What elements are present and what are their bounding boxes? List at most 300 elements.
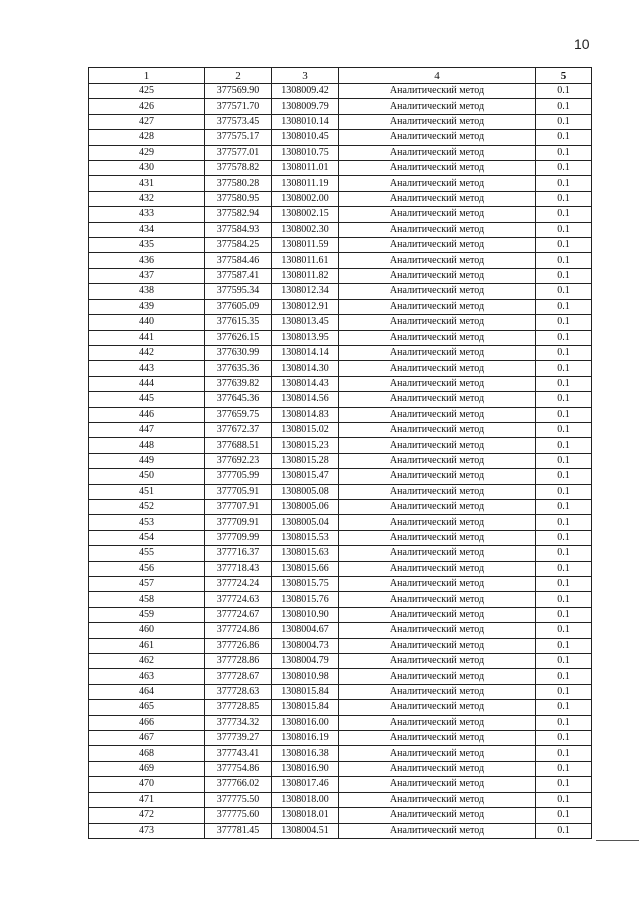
- method-cell: Аналитический метод: [339, 99, 536, 114]
- accuracy-cell: 0.1: [536, 469, 592, 484]
- accuracy-cell: 0.1: [536, 592, 592, 607]
- table-row: [89, 330, 592, 345]
- accuracy-cell: 0.1: [536, 299, 592, 314]
- method-cell: Аналитический метод: [339, 731, 536, 746]
- x-coordinate-cell: 377635.36: [205, 361, 272, 376]
- accuracy-cell: 0.1: [536, 715, 592, 730]
- point-number-cell: 434: [89, 222, 205, 237]
- page-number: 10: [574, 36, 590, 52]
- point-number-cell: 443: [89, 361, 205, 376]
- table-row: [89, 238, 592, 253]
- accuracy-cell: 0.1: [536, 191, 592, 206]
- y-coordinate-cell: 1308015.02: [272, 422, 339, 437]
- point-number-cell: 444: [89, 376, 205, 391]
- point-number-cell: 467: [89, 731, 205, 746]
- x-coordinate-cell: 377573.45: [205, 114, 272, 129]
- x-coordinate-cell: 377569.90: [205, 84, 272, 99]
- method-cell: Аналитический метод: [339, 299, 536, 314]
- point-number-cell: 455: [89, 546, 205, 561]
- point-number-cell: 454: [89, 530, 205, 545]
- point-number-cell: 463: [89, 669, 205, 684]
- x-coordinate-cell: 377659.75: [205, 407, 272, 422]
- point-number-cell: 449: [89, 453, 205, 468]
- table-row: [89, 191, 592, 206]
- point-number-cell: 456: [89, 561, 205, 576]
- x-coordinate-cell: 377571.70: [205, 99, 272, 114]
- accuracy-cell: 0.1: [536, 484, 592, 499]
- point-number-cell: 473: [89, 823, 205, 838]
- accuracy-cell: 0.1: [536, 284, 592, 299]
- accuracy-cell: 0.1: [536, 561, 592, 576]
- x-coordinate-cell: 377728.86: [205, 654, 272, 669]
- point-number-cell: 450: [89, 469, 205, 484]
- method-cell: Аналитический метод: [339, 268, 536, 283]
- method-cell: Аналитический метод: [339, 130, 536, 145]
- method-cell: Аналитический метод: [339, 638, 536, 653]
- method-cell: Аналитический метод: [339, 238, 536, 253]
- x-coordinate-cell: 377584.93: [205, 222, 272, 237]
- y-coordinate-cell: 1308010.14: [272, 114, 339, 129]
- method-cell: Аналитический метод: [339, 715, 536, 730]
- x-coordinate-cell: 377724.63: [205, 592, 272, 607]
- point-number-cell: 472: [89, 808, 205, 823]
- x-coordinate-cell: 377580.28: [205, 176, 272, 191]
- y-coordinate-cell: 1308002.15: [272, 207, 339, 222]
- point-number-cell: 429: [89, 145, 205, 160]
- table-row: [89, 823, 592, 838]
- y-coordinate-cell: 1308015.84: [272, 700, 339, 715]
- x-coordinate-cell: 377775.60: [205, 808, 272, 823]
- method-cell: Аналитический метод: [339, 561, 536, 576]
- scan-edge-line: [596, 840, 639, 841]
- accuracy-cell: 0.1: [536, 176, 592, 191]
- y-coordinate-cell: 1308018.00: [272, 792, 339, 807]
- x-coordinate-cell: 377605.09: [205, 299, 272, 314]
- point-number-cell: 426: [89, 99, 205, 114]
- x-coordinate-cell: 377584.25: [205, 238, 272, 253]
- accuracy-cell: 0.1: [536, 577, 592, 592]
- accuracy-cell: 0.1: [536, 530, 592, 545]
- x-coordinate-cell: 377626.15: [205, 330, 272, 345]
- table-row: [89, 484, 592, 499]
- method-cell: Аналитический метод: [339, 176, 536, 191]
- x-coordinate-cell: 377630.99: [205, 345, 272, 360]
- method-cell: Аналитический метод: [339, 669, 536, 684]
- x-coordinate-cell: 377578.82: [205, 161, 272, 176]
- table-row: [89, 530, 592, 545]
- accuracy-cell: 0.1: [536, 99, 592, 114]
- y-coordinate-cell: 1308012.34: [272, 284, 339, 299]
- table-row: [89, 268, 592, 283]
- method-cell: Аналитический метод: [339, 823, 536, 838]
- point-number-cell: 453: [89, 515, 205, 530]
- x-coordinate-cell: 377726.86: [205, 638, 272, 653]
- table-row: [89, 577, 592, 592]
- y-coordinate-cell: 1308015.66: [272, 561, 339, 576]
- method-cell: Аналитический метод: [339, 777, 536, 792]
- accuracy-cell: 0.1: [536, 499, 592, 514]
- accuracy-cell: 0.1: [536, 253, 592, 268]
- x-coordinate-cell: 377754.86: [205, 761, 272, 776]
- accuracy-cell: 0.1: [536, 669, 592, 684]
- table-row: [89, 669, 592, 684]
- y-coordinate-cell: 1308002.30: [272, 222, 339, 237]
- column-header-accuracy: 5: [536, 68, 592, 84]
- table-row: [89, 792, 592, 807]
- x-coordinate-cell: 377692.23: [205, 453, 272, 468]
- table-row: [89, 99, 592, 114]
- table-row: [89, 746, 592, 761]
- y-coordinate-cell: 1308013.95: [272, 330, 339, 345]
- x-coordinate-cell: 377739.27: [205, 731, 272, 746]
- x-coordinate-cell: 377724.24: [205, 577, 272, 592]
- point-number-cell: 457: [89, 577, 205, 592]
- point-number-cell: 438: [89, 284, 205, 299]
- table-header-row: [89, 68, 592, 84]
- method-cell: Аналитический метод: [339, 361, 536, 376]
- table-row: [89, 453, 592, 468]
- accuracy-cell: 0.1: [536, 130, 592, 145]
- accuracy-cell: 0.1: [536, 438, 592, 453]
- method-cell: Аналитический метод: [339, 792, 536, 807]
- x-coordinate-cell: 377728.63: [205, 684, 272, 699]
- method-cell: Аналитический метод: [339, 515, 536, 530]
- accuracy-cell: 0.1: [536, 315, 592, 330]
- table-row: [89, 808, 592, 823]
- x-coordinate-cell: 377584.46: [205, 253, 272, 268]
- y-coordinate-cell: 1308015.63: [272, 546, 339, 561]
- y-coordinate-cell: 1308009.42: [272, 84, 339, 99]
- point-number-cell: 452: [89, 499, 205, 514]
- accuracy-cell: 0.1: [536, 114, 592, 129]
- accuracy-cell: 0.1: [536, 638, 592, 653]
- x-coordinate-cell: 377709.91: [205, 515, 272, 530]
- x-coordinate-cell: 377645.36: [205, 392, 272, 407]
- x-coordinate-cell: 377595.34: [205, 284, 272, 299]
- x-coordinate-cell: 377743.41: [205, 746, 272, 761]
- accuracy-cell: 0.1: [536, 746, 592, 761]
- y-coordinate-cell: 1308004.79: [272, 654, 339, 669]
- x-coordinate-cell: 377580.95: [205, 191, 272, 206]
- method-cell: Аналитический метод: [339, 114, 536, 129]
- y-coordinate-cell: 1308005.08: [272, 484, 339, 499]
- y-coordinate-cell: 1308010.45: [272, 130, 339, 145]
- method-cell: Аналитический метод: [339, 84, 536, 99]
- method-cell: Аналитический метод: [339, 407, 536, 422]
- point-number-cell: 462: [89, 654, 205, 669]
- y-coordinate-cell: 1308014.14: [272, 345, 339, 360]
- x-coordinate-cell: 377709.99: [205, 530, 272, 545]
- method-cell: Аналитический метод: [339, 253, 536, 268]
- y-coordinate-cell: 1308005.04: [272, 515, 339, 530]
- method-cell: Аналитический метод: [339, 684, 536, 699]
- method-cell: Аналитический метод: [339, 438, 536, 453]
- y-coordinate-cell: 1308015.28: [272, 453, 339, 468]
- accuracy-cell: 0.1: [536, 515, 592, 530]
- table-row: [89, 731, 592, 746]
- x-coordinate-cell: 377724.67: [205, 607, 272, 622]
- table-row: [89, 715, 592, 730]
- x-coordinate-cell: 377577.01: [205, 145, 272, 160]
- point-number-cell: 464: [89, 684, 205, 699]
- accuracy-cell: 0.1: [536, 453, 592, 468]
- column-header-x-coordinate: 2: [205, 68, 272, 84]
- column-header-point-number: 1: [89, 68, 205, 84]
- point-number-cell: 427: [89, 114, 205, 129]
- x-coordinate-cell: 377728.67: [205, 669, 272, 684]
- point-number-cell: 460: [89, 623, 205, 638]
- method-cell: Аналитический метод: [339, 345, 536, 360]
- y-coordinate-cell: 1308011.19: [272, 176, 339, 191]
- y-coordinate-cell: 1308015.53: [272, 530, 339, 545]
- method-cell: Аналитический метод: [339, 284, 536, 299]
- point-number-cell: 436: [89, 253, 205, 268]
- point-number-cell: 441: [89, 330, 205, 345]
- method-cell: Аналитический метод: [339, 654, 536, 669]
- table-row: [89, 161, 592, 176]
- point-number-cell: 446: [89, 407, 205, 422]
- y-coordinate-cell: 1308016.00: [272, 715, 339, 730]
- table-row: [89, 207, 592, 222]
- y-coordinate-cell: 1308011.82: [272, 268, 339, 283]
- x-coordinate-cell: 377707.91: [205, 499, 272, 514]
- method-cell: Аналитический метод: [339, 746, 536, 761]
- point-number-cell: 433: [89, 207, 205, 222]
- point-number-cell: 447: [89, 422, 205, 437]
- y-coordinate-cell: 1308017.46: [272, 777, 339, 792]
- method-cell: Аналитический метод: [339, 577, 536, 592]
- x-coordinate-cell: 377582.94: [205, 207, 272, 222]
- y-coordinate-cell: 1308004.51: [272, 823, 339, 838]
- point-number-cell: 468: [89, 746, 205, 761]
- table-row: [89, 299, 592, 314]
- accuracy-cell: 0.1: [536, 546, 592, 561]
- x-coordinate-cell: 377718.43: [205, 561, 272, 576]
- method-cell: Аналитический метод: [339, 207, 536, 222]
- accuracy-cell: 0.1: [536, 731, 592, 746]
- y-coordinate-cell: 1308015.76: [272, 592, 339, 607]
- accuracy-cell: 0.1: [536, 392, 592, 407]
- point-number-cell: 439: [89, 299, 205, 314]
- x-coordinate-cell: 377587.41: [205, 268, 272, 283]
- method-cell: Аналитический метод: [339, 145, 536, 160]
- table-row: [89, 114, 592, 129]
- accuracy-cell: 0.1: [536, 654, 592, 669]
- y-coordinate-cell: 1308018.01: [272, 808, 339, 823]
- y-coordinate-cell: 1308010.98: [272, 669, 339, 684]
- x-coordinate-cell: 377716.37: [205, 546, 272, 561]
- accuracy-cell: 0.1: [536, 407, 592, 422]
- coordinates-table: [88, 67, 592, 839]
- method-cell: Аналитический метод: [339, 761, 536, 776]
- table-row: [89, 700, 592, 715]
- accuracy-cell: 0.1: [536, 792, 592, 807]
- x-coordinate-cell: 377781.45: [205, 823, 272, 838]
- accuracy-cell: 0.1: [536, 607, 592, 622]
- x-coordinate-cell: 377705.99: [205, 469, 272, 484]
- table-row: [89, 345, 592, 360]
- y-coordinate-cell: 1308010.75: [272, 145, 339, 160]
- y-coordinate-cell: 1308013.45: [272, 315, 339, 330]
- y-coordinate-cell: 1308012.91: [272, 299, 339, 314]
- method-cell: Аналитический метод: [339, 392, 536, 407]
- method-cell: Аналитический метод: [339, 808, 536, 823]
- method-cell: Аналитический метод: [339, 222, 536, 237]
- point-number-cell: 461: [89, 638, 205, 653]
- table-row: [89, 761, 592, 776]
- y-coordinate-cell: 1308010.90: [272, 607, 339, 622]
- table-row: [89, 376, 592, 391]
- x-coordinate-cell: 377639.82: [205, 376, 272, 391]
- method-cell: Аналитический метод: [339, 592, 536, 607]
- point-number-cell: 437: [89, 268, 205, 283]
- table-row: [89, 422, 592, 437]
- y-coordinate-cell: 1308005.06: [272, 499, 339, 514]
- method-cell: Аналитический метод: [339, 161, 536, 176]
- accuracy-cell: 0.1: [536, 777, 592, 792]
- y-coordinate-cell: 1308014.83: [272, 407, 339, 422]
- table-row: [89, 623, 592, 638]
- table-row: [89, 284, 592, 299]
- table-row: [89, 315, 592, 330]
- accuracy-cell: 0.1: [536, 84, 592, 99]
- table-row: [89, 222, 592, 237]
- y-coordinate-cell: 1308004.73: [272, 638, 339, 653]
- method-cell: Аналитический метод: [339, 315, 536, 330]
- table-row: [89, 145, 592, 160]
- accuracy-cell: 0.1: [536, 761, 592, 776]
- y-coordinate-cell: 1308015.23: [272, 438, 339, 453]
- y-coordinate-cell: 1308011.59: [272, 238, 339, 253]
- y-coordinate-cell: 1308014.43: [272, 376, 339, 391]
- table-row: [89, 684, 592, 699]
- table-row: [89, 546, 592, 561]
- x-coordinate-cell: 377775.50: [205, 792, 272, 807]
- accuracy-cell: 0.1: [536, 222, 592, 237]
- y-coordinate-cell: 1308014.56: [272, 392, 339, 407]
- point-number-cell: 471: [89, 792, 205, 807]
- method-cell: Аналитический метод: [339, 530, 536, 545]
- method-cell: Аналитический метод: [339, 191, 536, 206]
- method-cell: Аналитический метод: [339, 453, 536, 468]
- table-row: [89, 438, 592, 453]
- table-row: [89, 361, 592, 376]
- y-coordinate-cell: 1308014.30: [272, 361, 339, 376]
- table-row: [89, 638, 592, 653]
- table-row: [89, 130, 592, 145]
- accuracy-cell: 0.1: [536, 623, 592, 638]
- x-coordinate-cell: 377728.85: [205, 700, 272, 715]
- point-number-cell: 442: [89, 345, 205, 360]
- table-row: [89, 561, 592, 576]
- y-coordinate-cell: 1308009.79: [272, 99, 339, 114]
- table-row: [89, 499, 592, 514]
- point-number-cell: 448: [89, 438, 205, 453]
- point-number-cell: 430: [89, 161, 205, 176]
- point-number-cell: 469: [89, 761, 205, 776]
- point-number-cell: 451: [89, 484, 205, 499]
- x-coordinate-cell: 377734.32: [205, 715, 272, 730]
- accuracy-cell: 0.1: [536, 268, 592, 283]
- accuracy-cell: 0.1: [536, 376, 592, 391]
- x-coordinate-cell: 377724.86: [205, 623, 272, 638]
- accuracy-cell: 0.1: [536, 145, 592, 160]
- table-row: [89, 515, 592, 530]
- accuracy-cell: 0.1: [536, 684, 592, 699]
- column-header-method: 4: [339, 68, 536, 84]
- accuracy-cell: 0.1: [536, 808, 592, 823]
- accuracy-cell: 0.1: [536, 161, 592, 176]
- accuracy-cell: 0.1: [536, 361, 592, 376]
- table-row: [89, 407, 592, 422]
- accuracy-cell: 0.1: [536, 238, 592, 253]
- method-cell: Аналитический метод: [339, 700, 536, 715]
- point-number-cell: 445: [89, 392, 205, 407]
- y-coordinate-cell: 1308004.67: [272, 623, 339, 638]
- table-row: [89, 84, 592, 99]
- table-body: [89, 84, 592, 839]
- x-coordinate-cell: 377705.91: [205, 484, 272, 499]
- method-cell: Аналитический метод: [339, 623, 536, 638]
- y-coordinate-cell: 1308011.01: [272, 161, 339, 176]
- accuracy-cell: 0.1: [536, 823, 592, 838]
- column-header-y-coordinate: 3: [272, 68, 339, 84]
- accuracy-cell: 0.1: [536, 207, 592, 222]
- y-coordinate-cell: 1308011.61: [272, 253, 339, 268]
- accuracy-cell: 0.1: [536, 330, 592, 345]
- method-cell: Аналитический метод: [339, 546, 536, 561]
- y-coordinate-cell: 1308015.84: [272, 684, 339, 699]
- table-row: [89, 392, 592, 407]
- method-cell: Аналитический метод: [339, 422, 536, 437]
- x-coordinate-cell: 377766.02: [205, 777, 272, 792]
- point-number-cell: 458: [89, 592, 205, 607]
- y-coordinate-cell: 1308016.19: [272, 731, 339, 746]
- x-coordinate-cell: 377672.37: [205, 422, 272, 437]
- table-row: [89, 777, 592, 792]
- point-number-cell: 466: [89, 715, 205, 730]
- x-coordinate-cell: 377575.17: [205, 130, 272, 145]
- method-cell: Аналитический метод: [339, 469, 536, 484]
- method-cell: Аналитический метод: [339, 330, 536, 345]
- table-row: [89, 592, 592, 607]
- accuracy-cell: 0.1: [536, 422, 592, 437]
- point-number-cell: 440: [89, 315, 205, 330]
- table-row: [89, 654, 592, 669]
- point-number-cell: 459: [89, 607, 205, 622]
- table-row: [89, 607, 592, 622]
- table-row: [89, 253, 592, 268]
- point-number-cell: 465: [89, 700, 205, 715]
- point-number-cell: 470: [89, 777, 205, 792]
- y-coordinate-cell: 1308002.00: [272, 191, 339, 206]
- point-number-cell: 428: [89, 130, 205, 145]
- accuracy-cell: 0.1: [536, 700, 592, 715]
- method-cell: Аналитический метод: [339, 484, 536, 499]
- point-number-cell: 435: [89, 238, 205, 253]
- table-row: [89, 469, 592, 484]
- x-coordinate-cell: 377615.35: [205, 315, 272, 330]
- method-cell: Аналитический метод: [339, 607, 536, 622]
- method-cell: Аналитический метод: [339, 376, 536, 391]
- y-coordinate-cell: 1308016.90: [272, 761, 339, 776]
- y-coordinate-cell: 1308015.47: [272, 469, 339, 484]
- point-number-cell: 425: [89, 84, 205, 99]
- point-number-cell: 431: [89, 176, 205, 191]
- table-row: [89, 176, 592, 191]
- y-coordinate-cell: 1308015.75: [272, 577, 339, 592]
- method-cell: Аналитический метод: [339, 499, 536, 514]
